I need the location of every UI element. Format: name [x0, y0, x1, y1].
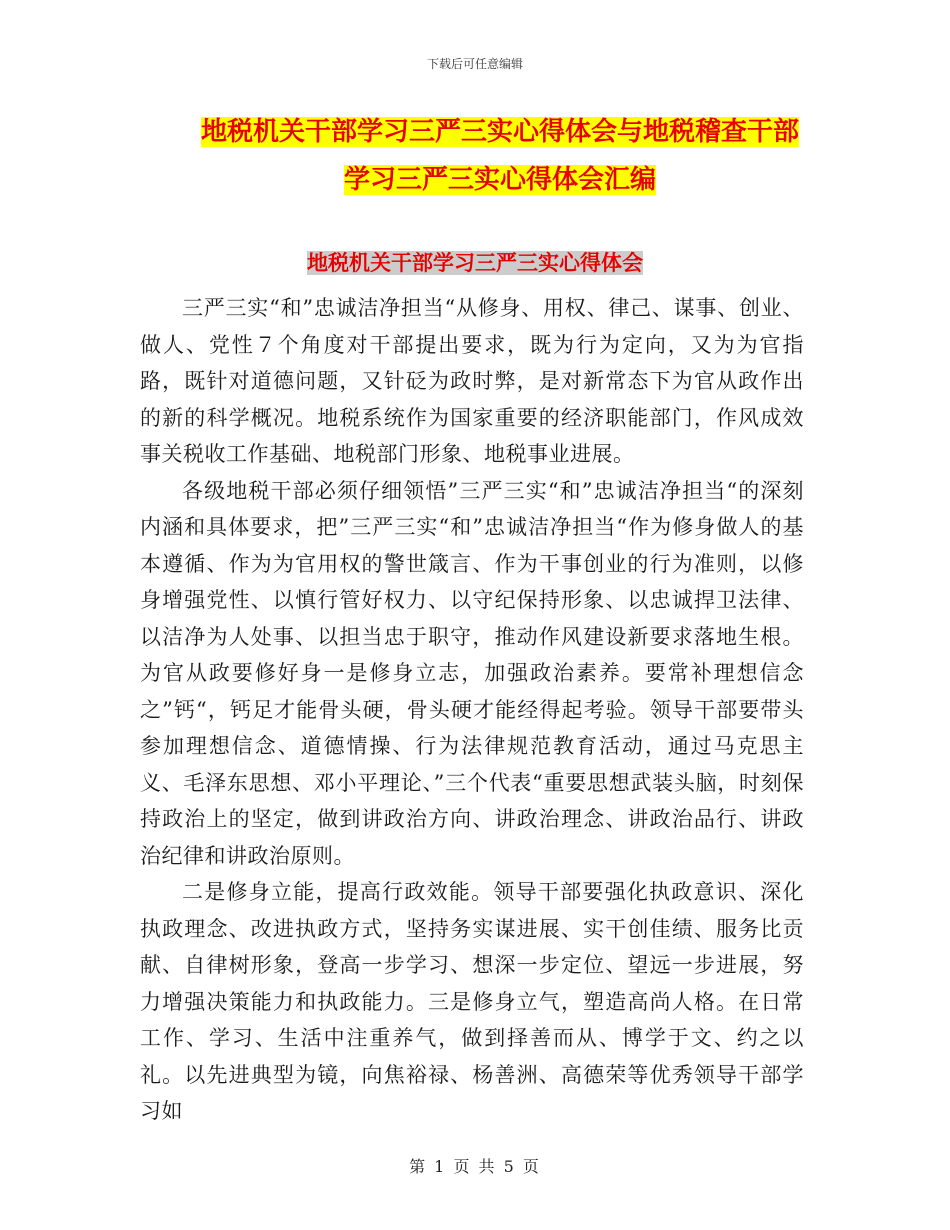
- section-heading-text: 地税机关干部学习三严三实心得体会: [307, 251, 643, 275]
- document-title-line-2: 学习三严三实心得体会汇编: [343, 165, 656, 195]
- paragraph-1: 三严三实“和”忠诚洁净担当“从修身、用权、律己、谋事、创业、做人、党性７个角度对干部提出要求，既为行为定向，又为为官指路，既针对道德问题，又针砭为政时弊，是对新常态下为官从政作出的新的科学概况。地税系统作为国家重要的经济职能部门，作风成效事关税收工作基础、地税部门形象、地税事业进展。: [140, 296, 804, 466]
- paragraph-3: 二是修身立能，提高行政效能。领导干部要强化执政意识、深化执政理念、改进执政方式，坚持务实谋进展、实干创佳绩、服务比贡献、自律树形象，登高一步学习、想深一步定位、望远一步进展，努力增强决策能力和执政能力。三是修身立气，塑造高尚人格。在日常工作、学习、生活中注重养气，做到择善而从、博学于文、约之以礼。以先进典型为镜，向焦裕禄、杨善洲、高德荣等优秀领导干部学习如: [140, 880, 804, 1123]
- document-body: [140, 290, 804, 1130]
- page-number-footer: 第 1 页 共 5 页: [409, 1157, 541, 1176]
- section-heading: [0, 246, 950, 280]
- paragraph-2: 各级地税干部必须仔细领悟”三严三实“和”忠诚洁净担当“的深刻内涵和具体要求，把”三严三实“和”忠诚洁净担当“作为修身做人的基本遵循、作为为官用权的警世箴言、作为干事创业的行为准则，以修身增强党性、以慎行管好权力、以守纪保持形象、以忠诚捍卫法律、以洁净为人处事、以担当忠于职守，推动作风建设新要求落地生根。为官从政要修好身一是修身立志，加强政治素养。要常补理想信念之”钙“，钙足才能骨头硬，骨头硬才能经得起考验。领导干部要带头参加理想信念、道德情操、行为法律规范教育活动，通过马克思主义、毛泽东思想、邓小平理论、”三个代表“重要思想武装头脑，时刻保持政治上的坚定，做到讲政治方向、讲政治理念、讲政治品行、讲政治纪律和讲政治原则。: [140, 478, 804, 868]
- page-header-note: 下载后可任意编辑: [426, 57, 523, 71]
- document-title: [140, 108, 860, 204]
- document-title-line-1: 地税机关干部学习三严三实心得体会与地税稽查干部: [200, 117, 799, 147]
